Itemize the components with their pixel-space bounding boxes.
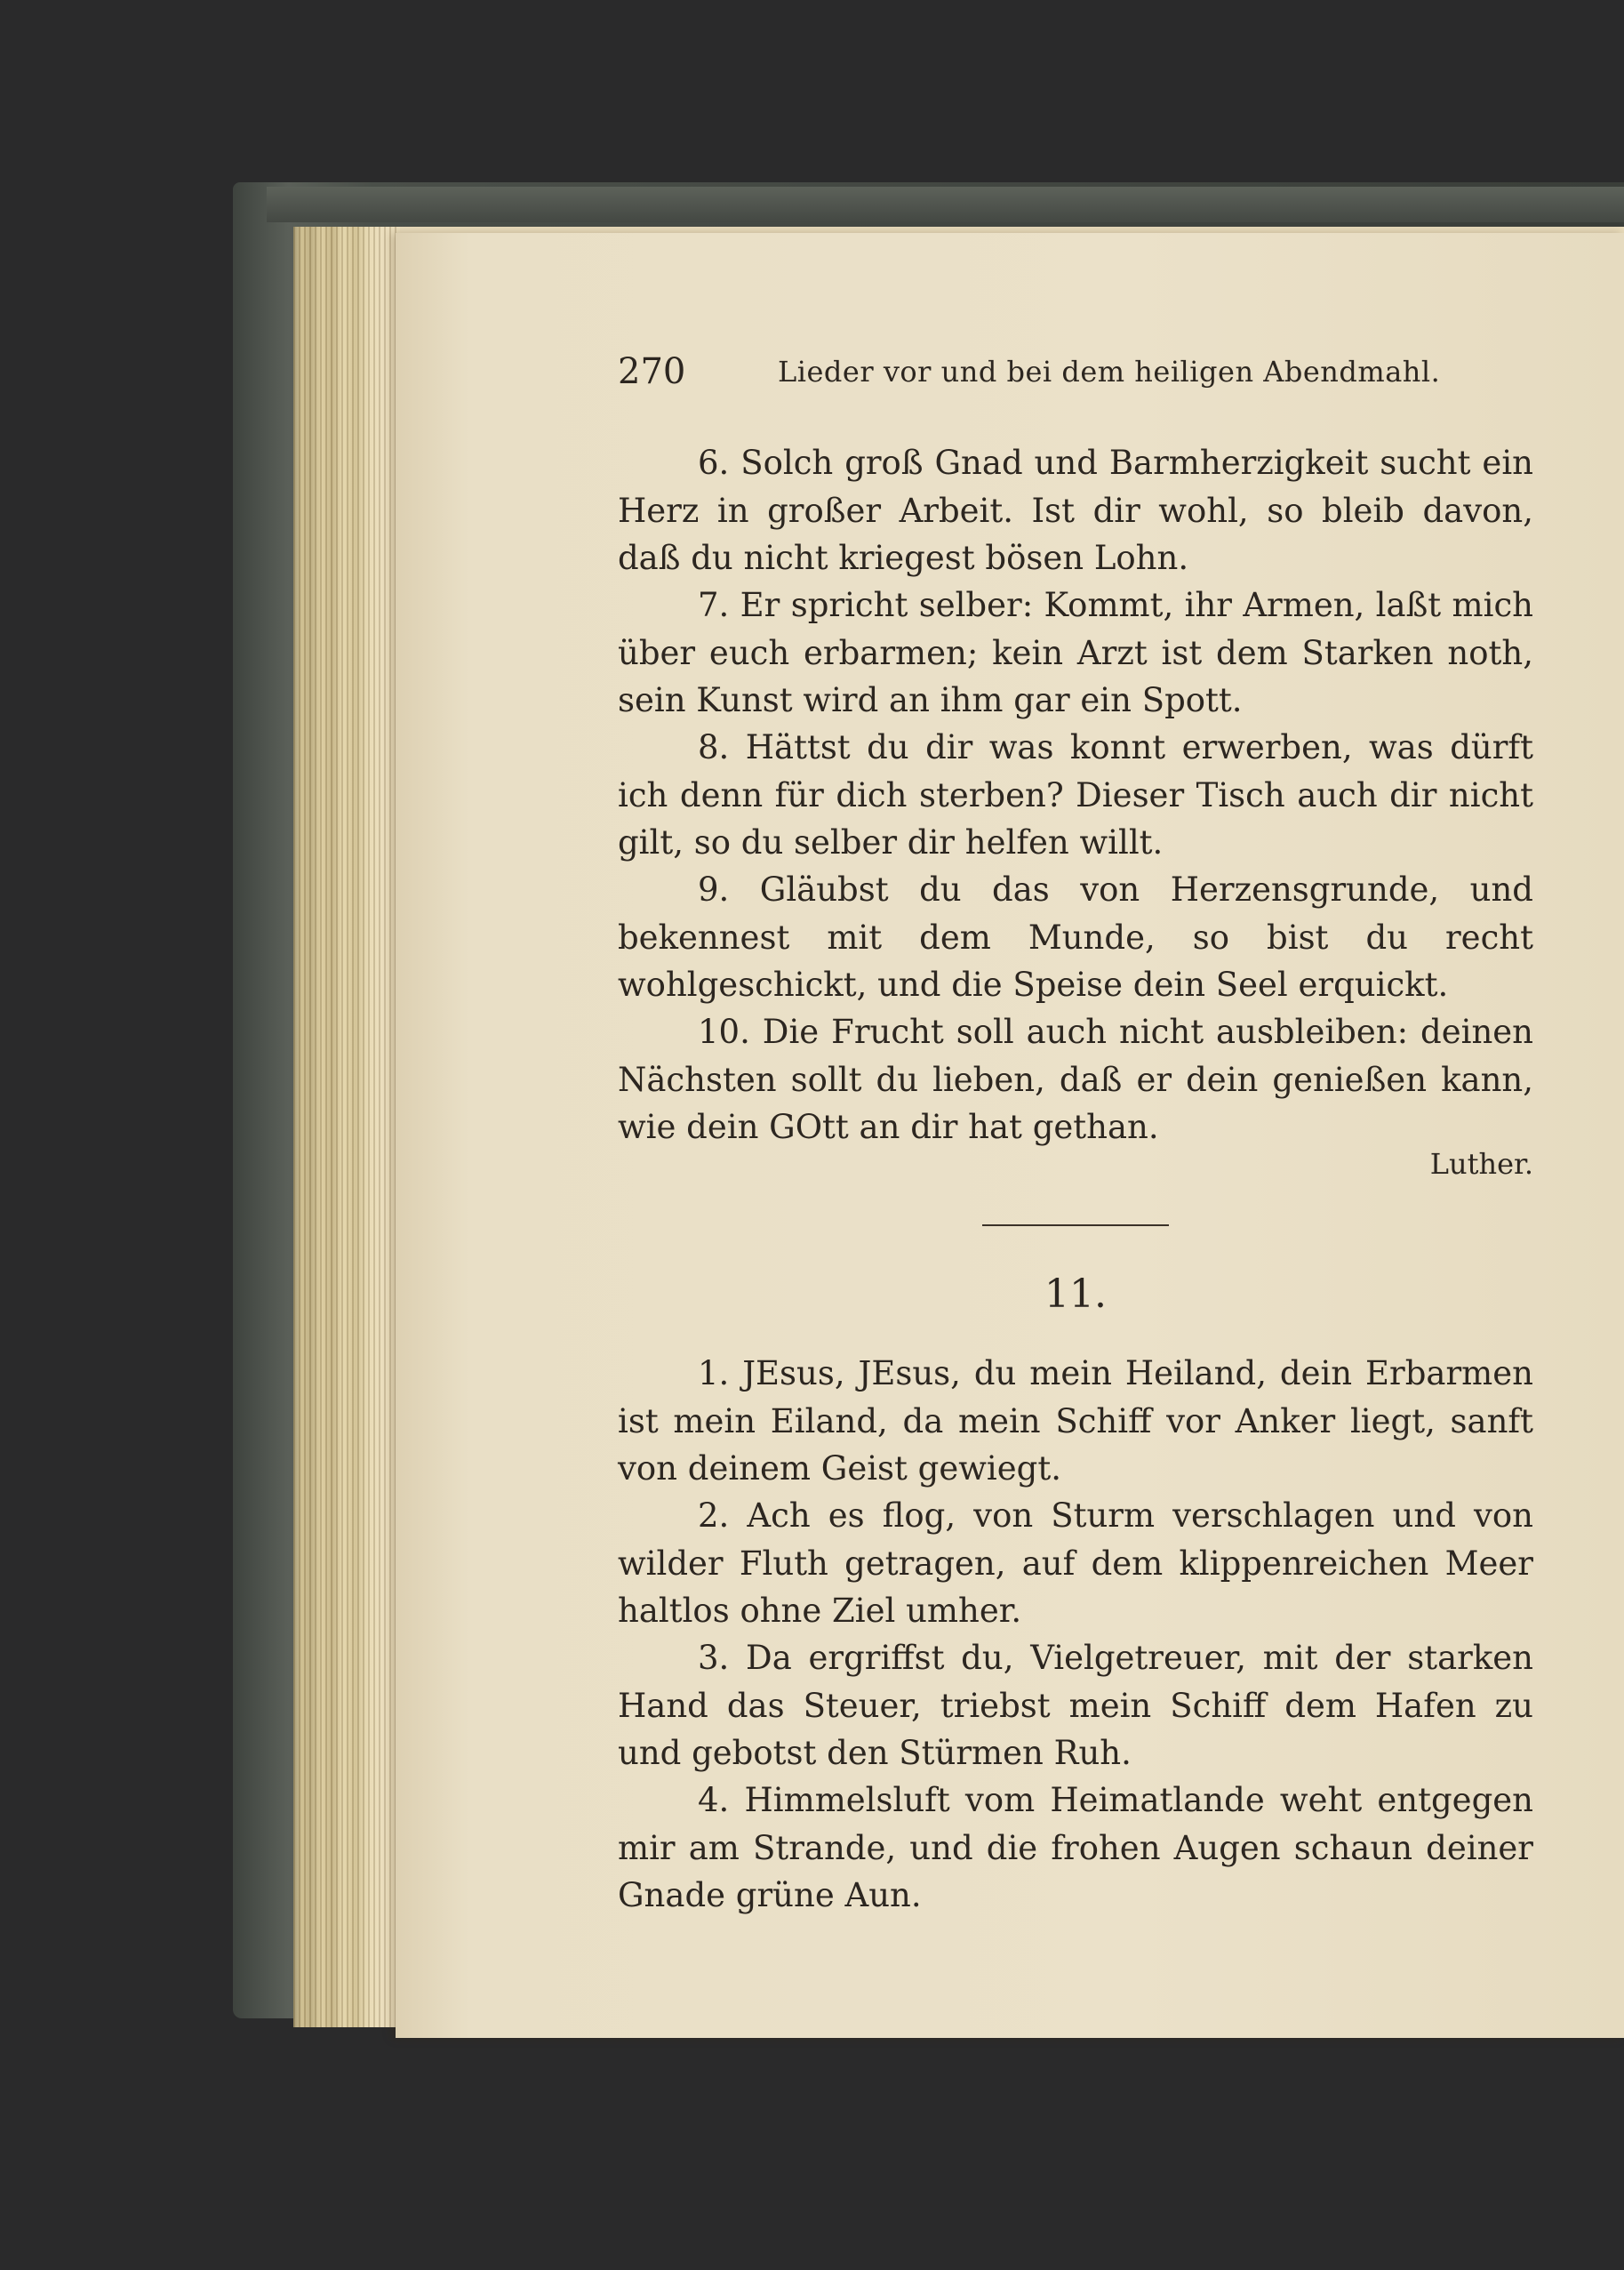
song-11-stanza-2: 2. Ach es flog, von Sturm verschlagen und von wilder Fluth getragen, auf dem klippenreichen Meer haltlos ohne Ziel umher. xyxy=(618,1496,1533,1630)
stanza-10: 10. Die Frucht soll auch nicht ausbleiben: deinen Nächsten sollt du lieben, daß er dein genießen kann, wie dein GOtt an dir hat gethan. xyxy=(618,1013,1533,1146)
song-number: 11. xyxy=(1044,1271,1107,1317)
page-edge-lines xyxy=(293,227,400,2027)
stanza-6: 6. Solch groß Gnad und Barmherzigkeit sucht ein Herz in großer Arbeit. Ist dir wohl, so bleib davon, daß du nicht kriegest bösen Lohn. xyxy=(618,444,1533,577)
stanza-8: 8. Hättst du dir was konnt erwerben, was dürft ich denn für dich sterben? Dieser Tisch auch dir nicht gilt, so du selber dir helfen willt. xyxy=(618,728,1533,862)
book-cover-top-edge xyxy=(267,187,1624,222)
running-head-title: Lieder vor und bei dem heiligen Abendmahl. xyxy=(778,355,1441,389)
stanza-9: 9. Gläubst du das von Herzensgrunde, und bekennest mit dem Munde, so bist du recht wohlgeschickt, und die Speise dein Seel erquickt. xyxy=(618,870,1533,1004)
section-divider xyxy=(982,1224,1169,1226)
song-11-stanza-3: 3. Da ergriffst du, Vielgetreuer, mit der starken Hand das Steuer, triebst mein Schiff dem Hafen zu und gebotst den Stürmen Ruh. xyxy=(618,1639,1533,1772)
stanza-7: 7. Er spricht selber: Kommt, ihr Armen, laßt mich über euch erbarmen; kein Arzt ist dem Starken noth, sein Kunst wird an ihm gar ein Spott. xyxy=(618,586,1533,719)
song-11-stanza-4: 4. Himmelsluft vom Heimatlande weht entgegen mir am Strande, und die frohen Augen schaun deiner Gnade grüne Aun. xyxy=(618,1781,1533,1914)
page-number: 270 xyxy=(618,351,686,392)
song-11-stanza-1: 1. JEsus, JEsus, du mein Heiland, dein Erbarmen ist mein Eiland, da mein Schiff vor Anker liegt, sanft von deinem Geist gewiegt. xyxy=(618,1354,1533,1488)
author-signature: Luther. xyxy=(1429,1147,1533,1181)
running-head xyxy=(618,351,1533,413)
